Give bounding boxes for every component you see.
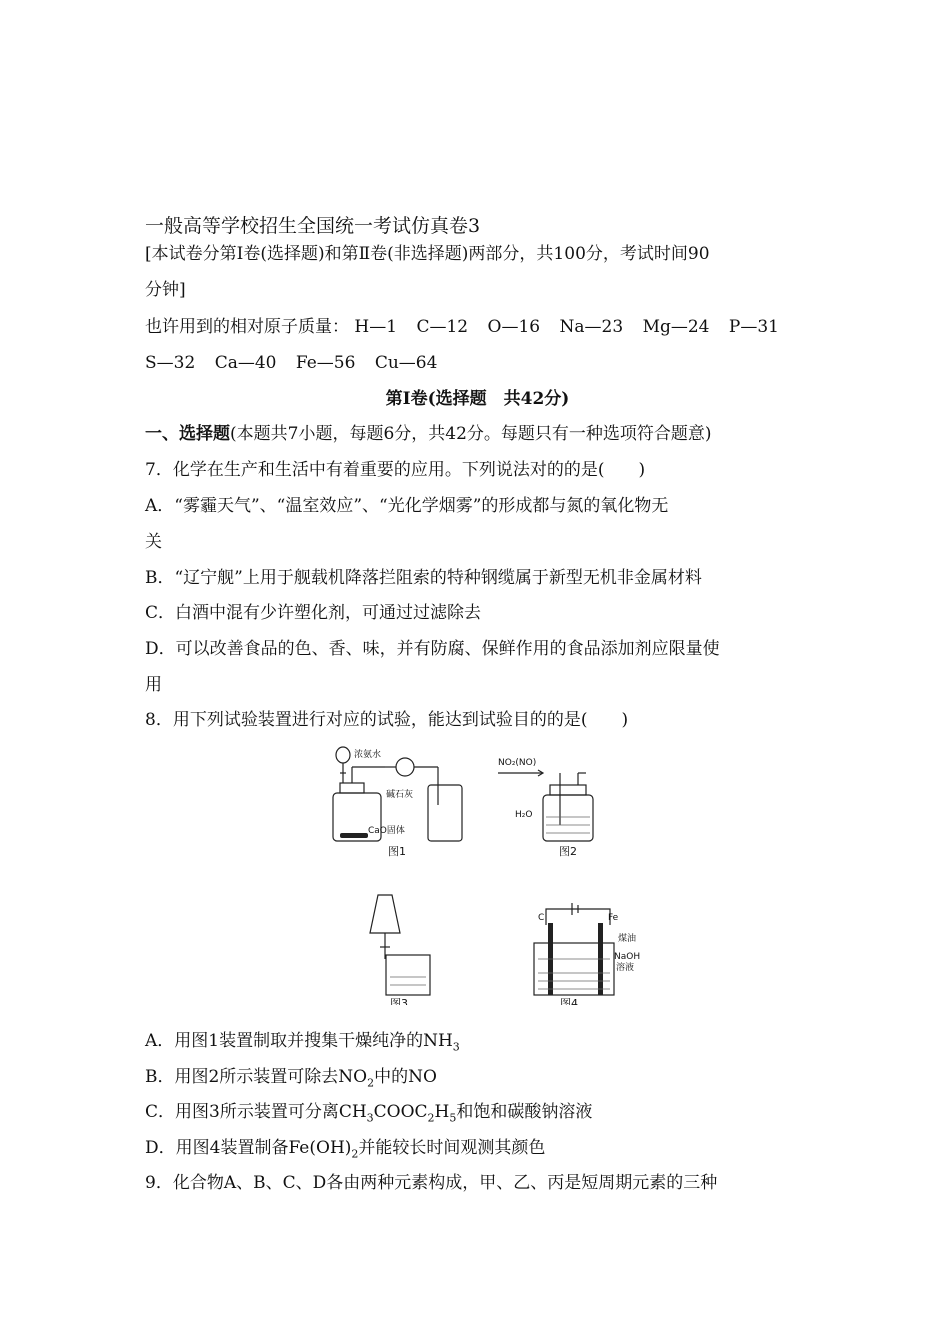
label-cao-solid: CaO固体 (368, 826, 405, 836)
label-carbon: C (538, 913, 545, 923)
atomic-masses-label: 也许用到的相对原子质量： (145, 317, 349, 337)
fig1-dropping-funnel (336, 747, 350, 763)
q8-option-c (145, 1101, 810, 1129)
q8-d-text: D．用图4装置制备Fe(OH) (145, 1138, 352, 1158)
q7-option-c: C．白酒中混有少许塑化剂，可通过过滤除去 (145, 603, 482, 623)
fig3-separatory-funnel (370, 895, 400, 933)
label-solution: 溶液 (616, 963, 635, 973)
fig4-caption: 图4 (560, 997, 578, 1005)
q8-c-sub-3: 5 (449, 1111, 457, 1125)
q7-stem: 7．化学在生产和生活中有着重要的应用。下列说法对的的是( ) (145, 460, 646, 480)
fig1-drying-tube (396, 758, 414, 776)
q8-a-text: A．用图1装置制取并搜集干燥纯净的NH (145, 1031, 453, 1051)
exam-intro-line-2: 分钟] (145, 280, 186, 300)
label-no2-no: NO₂(NO) (498, 758, 537, 768)
mass-h: H—1 (354, 317, 398, 337)
q8-stem: 8．用下列试验装置进行对应的试验，能达到试验目的的是( ) (145, 710, 629, 730)
q8-c-text: C．用图3所示装置可分离CH (145, 1102, 367, 1122)
q8-option-b (145, 1066, 810, 1094)
section-heading-bold: 一、选择题 (145, 424, 230, 444)
mass-s: S—32 (145, 353, 196, 373)
q7-option-a-line-1: A．“雾霾天气”、“温室效应”、“光化学烟雾”的形成都与氮的氧化物无 (145, 496, 669, 516)
mass-o: O—16 (487, 317, 541, 337)
label-conc-ammonia: 浓氨水 (354, 750, 382, 760)
label-kerosene: 煤油 (618, 934, 637, 944)
q8-b-sub: 2 (367, 1076, 375, 1090)
q8-c-sub-1: 3 (366, 1111, 374, 1125)
q8-c-post: 和饱和碳酸钠溶液 (456, 1102, 593, 1122)
q8-option-a (145, 1030, 810, 1058)
q8-b-post: 中的NO (374, 1067, 437, 1087)
mass-p: P—31 (728, 317, 779, 337)
q8-c-mid-2: H (434, 1102, 450, 1122)
q8-option-d (145, 1137, 810, 1165)
atomic-masses-line-2 (145, 352, 810, 374)
q9-stem: 9．化合物A、B、C、D各由两种元素构成，甲、乙、丙是短周期元素的三种 (145, 1173, 718, 1193)
q8-c-sub-2: 2 (427, 1111, 435, 1125)
mass-cu: Cu—64 (374, 353, 438, 373)
section-heading-rest: (本题共7小题，每题6分，共42分。每题只有一种选项符合题意) (230, 424, 712, 444)
label-soda-lime: 碱石灰 (386, 790, 414, 800)
atomic-masses-line-1 (145, 316, 810, 338)
section-heading (145, 423, 810, 445)
q8-apparatus-figures (310, 745, 640, 1005)
fig3-beaker (386, 955, 430, 995)
label-h2o: H₂O (515, 810, 533, 820)
fig2-bottle (543, 795, 593, 841)
exam-intro-line-1: [本试卷分第Ⅰ卷(选择题)和第Ⅱ卷(非选择题)两部分，共100分，考试时间90 (145, 244, 710, 264)
q8-c-mid-1: COOC (373, 1102, 428, 1122)
section-title: 第Ⅰ卷(选择题 共42分) (385, 389, 570, 409)
fig1-cao-solid (340, 833, 368, 838)
q8-d-post: 并能较长时间观测其颜色 (358, 1138, 546, 1158)
fig3-caption: 图3 (390, 997, 408, 1005)
page-title: 一般高等学校招生全国统一考试仿真卷3 (145, 215, 481, 237)
mass-fe: Fe—56 (295, 353, 356, 373)
q8-b-text: B．用图2所示装置可除去NO (145, 1067, 368, 1087)
fig1-caption: 图1 (388, 845, 406, 858)
apparatus-diagram (310, 745, 640, 1005)
label-iron: Fe (608, 913, 619, 923)
fig1-collection-bottle (428, 785, 462, 841)
mass-na: Na—23 (559, 317, 624, 337)
q8-a-sub: 3 (452, 1040, 460, 1054)
mass-mg: Mg—24 (642, 317, 710, 337)
q8-d-sub: 2 (351, 1147, 359, 1161)
mass-ca: Ca—40 (214, 353, 277, 373)
label-naoh: NaOH (614, 952, 640, 962)
fig2-caption: 图2 (559, 845, 577, 858)
q7-option-d-line-1: D．可以改善食品的色、香、味，并有防腐、保鲜作用的食品添加剂应限量使 (145, 639, 720, 659)
q7-option-b: B．“辽宁舰”上用于舰载机降落拦阻索的特种钢缆属于新型无机非金属材料 (145, 568, 702, 588)
mass-c: C—12 (416, 317, 469, 337)
q7-option-a-line-2: 关 (145, 532, 162, 552)
q7-option-d-line-2: 用 (145, 675, 162, 695)
